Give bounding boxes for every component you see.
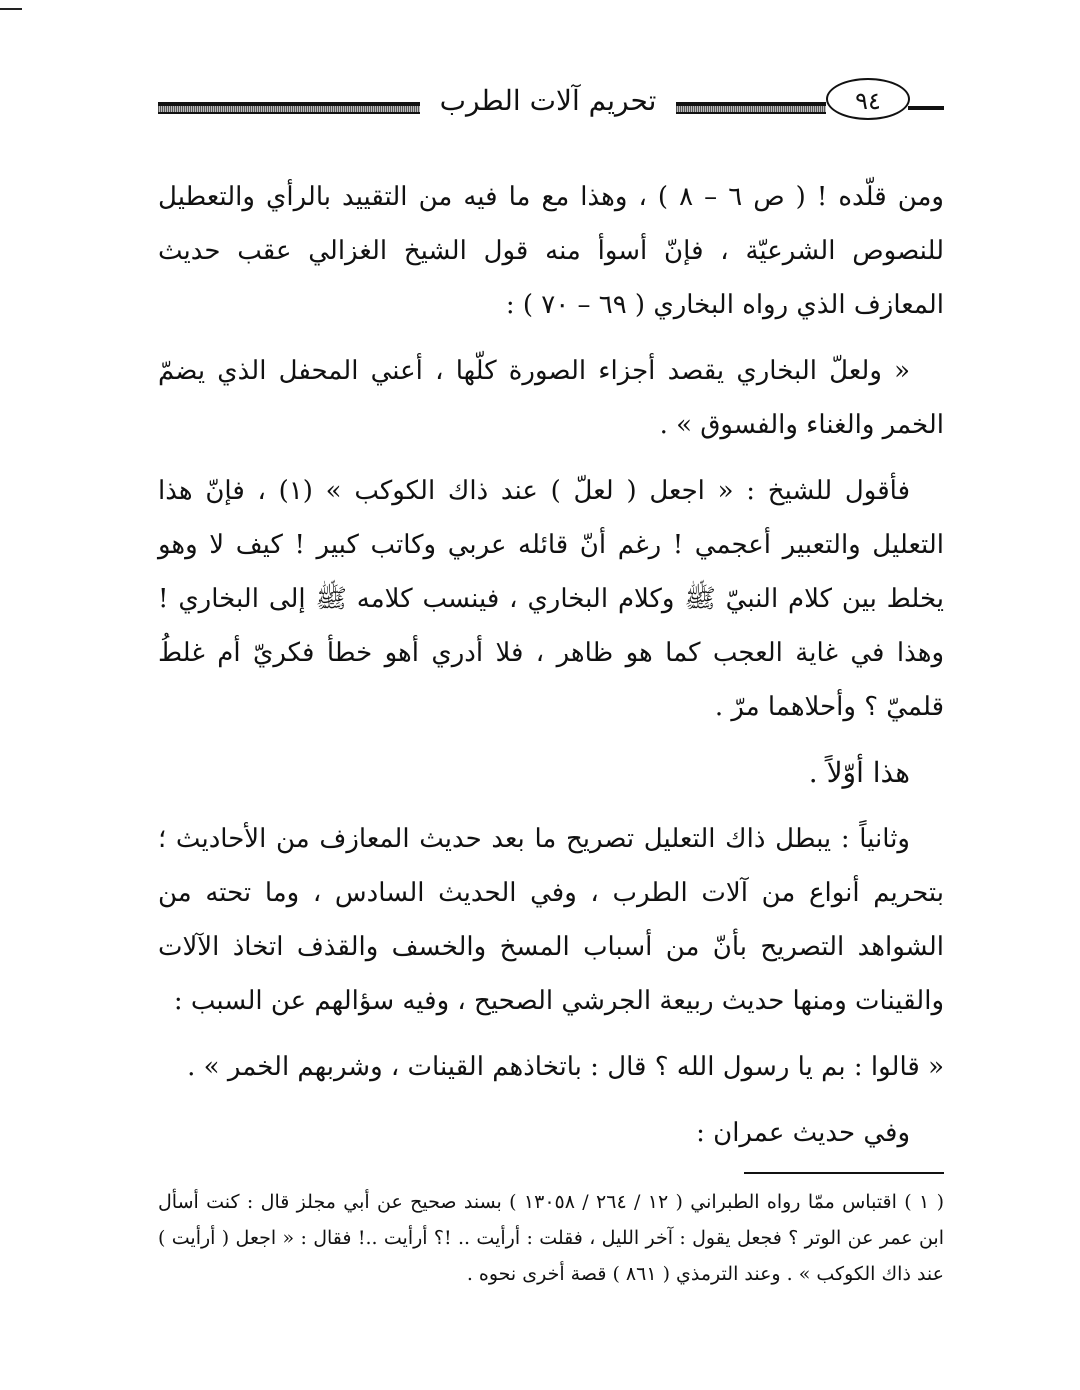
paragraph: فأقول للشيخ : « اجعل ( لعلّ ) عند ذاك الكوكب » (١) ، فإنّ هذا التعليل والتعبير أعجمي ! رغم أنّ قائله عربي وكاتب كبير ! كيف لا وهو يخلط بين كلام النبيّ ﷺ وكلام البخاري ، فينسب كلامه ﷺ إلى البخاري ! وهذا في غاية العجب كما هو ظاهر ، فلا أدري أهو خطأ فكريّ أم غلطُ قلميّ ؟ وأحلاهما مرّ . bbox=[158, 476, 945, 722]
paragraph: هذا أوّلاً . bbox=[808, 756, 910, 789]
quote-paragraph: « ولعلّ البخاري يقصد أجزاء الصورة كلّها ، أعني المحفل الذي يضمّ الخمر والغناء والفسوق » . bbox=[158, 356, 944, 440]
header-rule-right bbox=[908, 106, 944, 110]
page-number: ٩٤ bbox=[826, 78, 910, 120]
scan-corner-mark bbox=[0, 8, 22, 10]
footnote: ( ١ ) اقتباس ممّا رواه الطبراني ( ١٢ / ٢٦٤ / ١٣٠٥٨ ) بسند صحيح عن أبي مجلز قال : كنت أسأل ابن عمر عن الوتر ؟ فجعل يقول : آخر الليل ، فقلت : أرأيت .. !؟ أرأيت ..! فقال : « اجعل ( أرأيت ) عند ذاك الكوكب » . وعند الترمذي ( ٨٦١ ) قصة أخرى نحوه . bbox=[158, 1191, 945, 1285]
paragraph: وفي حديث عمران : bbox=[696, 1118, 910, 1148]
footnote-divider bbox=[744, 1172, 944, 1174]
paragraph: ومن قلّده ! ( ص ٦ – ٨ ) ، وهذا مع ما فيه من التقييد بالرأي والتعطيل للنصوص الشرعيّة ، فإنّ أسوأ منه قول الشيخ الغزالي عقب حديث المعازف الذي رواه البخاري ( ٦٩ – ٧٠ ) : bbox=[158, 182, 944, 320]
page-header bbox=[158, 70, 944, 130]
quote-paragraph: « قالوا : بم يا رسول الله ؟ قال : باتخاذهم القينات ، وشربهم الخمر » . bbox=[187, 1052, 944, 1082]
header-rule-middle bbox=[676, 102, 826, 114]
paragraph: وثانياً : يبطل ذاك التعليل تصريح ما بعد حديث المعازف من الأحاديث ؛ بتحريم أنواع من آلات الطرب ، وفي الحديث السادس ، وما تحته من الشواهد التصريح بأنّ من أسباب المسخ والخسف والقذف اتخاذ الآلات والقينات ومنها حديث ربيعة الجرشي الصحيح ، وفيه سؤالهم عن السبب : bbox=[158, 824, 944, 1016]
header-rule-left bbox=[158, 102, 420, 114]
running-title: تحريم آلات الطرب bbox=[439, 84, 657, 117]
book-page bbox=[158, 70, 944, 1292]
page-body bbox=[158, 170, 944, 1160]
